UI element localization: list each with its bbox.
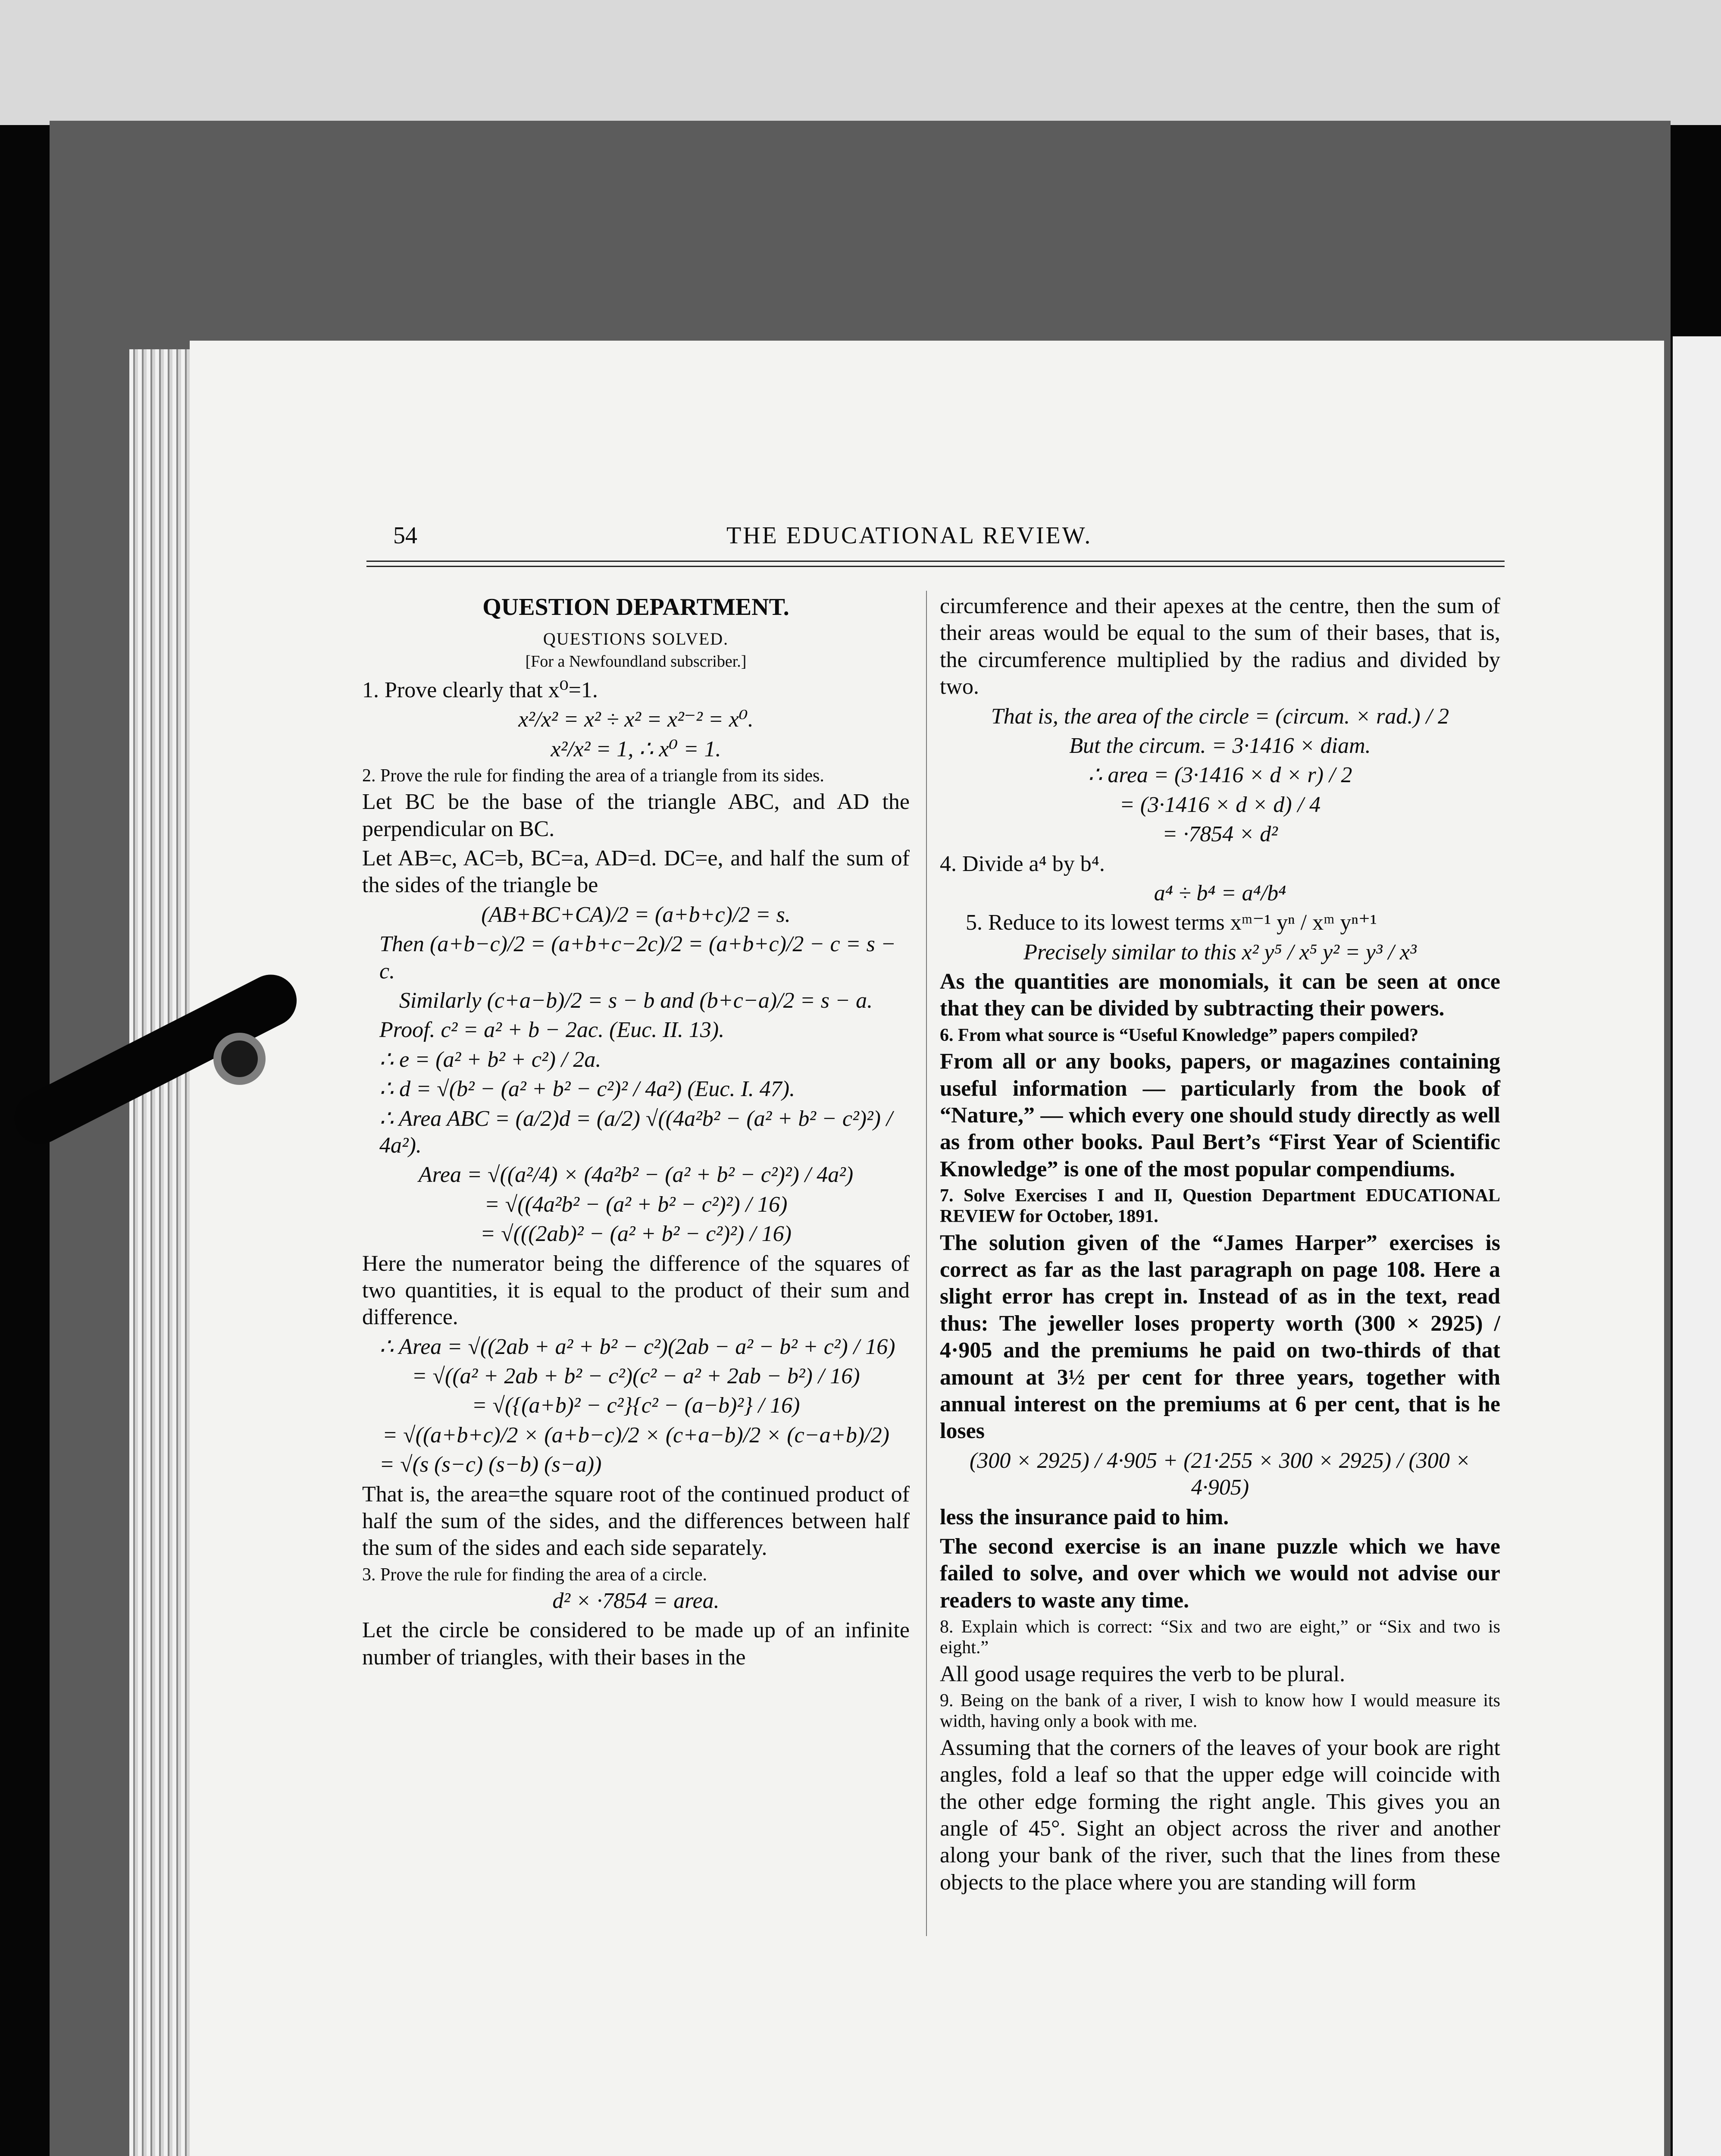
- paragraph-james-harper: The solution given of the “James Harper” exercises is correct as far as the last paragraph on page 108. Here a slight error has crept in. Instead of as in the text, read thus: The jeweller loses property worth (300 × 2925) / 4·905 and the premiums he paid on two-thirds of that amount at 3½ per cent for three years, together with annual interest on the premiums at 6 per cent, that is he loses: [940, 1230, 1500, 1444]
- question-3: 3. Prove the rule for finding the area of a circle.: [362, 1564, 707, 1585]
- question-5: 5. Reduce to its lowest terms xᵐ⁻¹ yⁿ / xᵐ yⁿ⁺¹: [966, 910, 1377, 935]
- equation-semiperimeter: (AB+BC+CA)/2 = (a+b+c)/2 = s.: [481, 902, 791, 927]
- paragraph-insurance: less the insurance paid to him.: [940, 1504, 1229, 1529]
- paragraph-useful-knowledge: From all or any books, papers, or magazines containing useful information — particularly from the book of “Nature,” — which every one should study directly as well as from other books. Paul Bert’s “First Year of Scientific Knowledge” is one of the most popular compendiums.: [940, 1049, 1500, 1181]
- subscriber-credit: [For a Newfoundland subscriber.]: [525, 652, 747, 671]
- paragraph-plural: All good usage requires the verb to be plural.: [940, 1661, 1346, 1686]
- question-2: 2. Prove the rule for finding the area of a triangle from its sides.: [362, 765, 824, 786]
- header-rule-2: [366, 566, 1505, 567]
- equation-area-7: = √({(a+b)² − c²}{c² − (a−b)²} / 16): [472, 1393, 800, 1418]
- left-column: [362, 593, 910, 1673]
- paragraph-circumference: circumference and their apexes at the centre, then the sum of their areas would be equal to the sum of their bases, that is, the circumference multiplied by the radius and divided by two.: [940, 594, 1500, 699]
- question-7: 7. Solve Exercises I and II, Question Department EDUCATIONAL REVIEW for October, 1891.: [940, 1186, 1500, 1227]
- paragraph-second-exercise: The second exercise is an inane puzzle which we have failed to solve, and over which we would not advise our readers to waste any time.: [940, 1534, 1500, 1613]
- equation-area-6: = √((a² + 2ab + b² − c²)(c² − a² + 2ab − b²) / 16): [412, 1364, 860, 1389]
- question-4: 4. Divide a⁴ by b⁴.: [940, 851, 1105, 876]
- equation-area-1: ∴ Area ABC = (a/2)d = (a/2) √((4a²b² − (a² + b² − c²)²) / 4a²).: [379, 1106, 893, 1158]
- pen-cap: [213, 1033, 266, 1085]
- paragraph-monomials: As the quantities are monomials, it can be seen at once that they can be divided by subtracting their powers.: [940, 969, 1500, 1021]
- equation-area-final: = ·7854 × d²: [1162, 822, 1278, 847]
- facing-page-edge: [1673, 336, 1721, 2156]
- question-9: 9. Being on the bank of a river, I wish to know how I would measure its width, having only a book with me.: [940, 1691, 1500, 1732]
- right-column: [940, 593, 1500, 1899]
- equation-loss: (300 × 2925) / 4·905 + (21·255 × 300 × 2925) / (300 × 4·905): [970, 1448, 1471, 1500]
- q5-equation: Precisely similar to this x² y⁵ / x⁵ y² = y³ / x³: [1023, 940, 1417, 965]
- page-number: 54: [393, 522, 417, 549]
- section-subheading: QUESTIONS SOLVED.: [543, 629, 729, 649]
- equation-then: Then (a+b−c)/2 = (a+b+c−2c)/2 = (a+b+c)/2 − c = s − c.: [379, 932, 896, 984]
- paragraph-difference-of-squares: Here the numerator being the difference of the squares of two quantities, it is equal to the product of their sum and difference.: [362, 1251, 910, 1330]
- book-spine-pages: [129, 349, 194, 2156]
- paragraph-circle: Let the circle be considered to be made up of an infinite number of triangles, with their bases in the: [362, 1618, 910, 1670]
- equation-area-4: = √(((2ab)² − (a² + b² − c²)²) / 16): [480, 1222, 792, 1247]
- paragraph-river-width: Assuming that the corners of the leaves of your book are right angles, fold a leaf so that the upper edge will coincide with the other edge forming the right angle. This gives you an angle of 45°. Sight an object across the river and another along your bank of the river, such that the lines from these objects to the place where you are standing will form: [940, 1735, 1500, 1895]
- equation-circumference: But the circum. = 3·1416 × diam.: [1069, 733, 1371, 758]
- paragraph-triangle-sides: Let AB=c, AC=b, BC=a, AD=d. DC=e, and half the sum of the sides of the triangle be: [362, 846, 910, 898]
- equation-area-drr: ∴ area = (3·1416 × d × r) / 2: [1088, 763, 1352, 788]
- equation-area-ddd: = (3·1416 × d × d) / 4: [1119, 792, 1321, 817]
- equation-area-9: = √(s (s−c) (s−b) (s−a)): [379, 1452, 602, 1477]
- q3-equation: d² × ·7854 = area.: [552, 1589, 720, 1614]
- equation-proof: Proof. c² = a² + b − 2ac. (Euc. II. 13).: [379, 1018, 725, 1043]
- equation-similarly: Similarly (c+a−b)/2 = s − b and (b+c−a)/2 = s − a.: [399, 988, 873, 1013]
- q4-equation: a⁴ ÷ b⁴ = a⁴/b⁴: [1154, 881, 1286, 906]
- equation-circle-area: That is, the area of the circle = (circum. × rad.) / 2: [991, 704, 1449, 729]
- q1-equation-1: x²/x² = x² ÷ x² = x²⁻² = x⁰.: [518, 707, 754, 732]
- question-6: 6. From what source is “Useful Knowledge” papers compiled?: [940, 1025, 1419, 1045]
- header-rule-1: [366, 561, 1505, 562]
- equation-d: ∴ d = √(b² − (a² + b² − c²)² / 4a²) (Euc. I. 47).: [379, 1077, 795, 1102]
- equation-area-2: Area = √((a²/4) × (4a²b² − (a² + b² − c²)²) / 4a²): [418, 1163, 854, 1188]
- column-rule: [926, 591, 927, 1936]
- question-8: 8. Explain which is correct: “Six and two are eight,” or “Six and two is eight.”: [940, 1617, 1500, 1658]
- section-heading: QUESTION DEPARTMENT.: [482, 594, 789, 620]
- equation-area-8: = √((a+b+c)/2 × (a+b−c)/2 × (c+a−b)/2 × (c−a+b)/2): [382, 1423, 889, 1448]
- equation-e: ∴ e = (a² + b² + c²) / 2a.: [379, 1047, 601, 1072]
- q1-equation-2: x²/x² = 1, ∴ x⁰ = 1.: [551, 736, 721, 761]
- paragraph-area-rule: That is, the area=the square root of the continued product of half the sum of the sides, and the differences between half the sum of the sides and each side separately.: [362, 1482, 910, 1561]
- equation-area-5: ∴ Area = √((2ab + a² + b² − c²)(2ab − a² − b² + c²) / 16): [379, 1334, 895, 1359]
- equation-area-3: = √((4a²b² − (a² + b² − c²)²) / 16): [484, 1192, 788, 1217]
- scan-top-border: [0, 0, 1721, 125]
- question-1: 1. Prove clearly that x⁰=1.: [362, 677, 598, 702]
- running-title: THE EDUCATIONAL REVIEW.: [726, 522, 1092, 549]
- paragraph-triangle-base: Let BC be the base of the triangle ABC, and AD the perpendicular on BC.: [362, 790, 910, 841]
